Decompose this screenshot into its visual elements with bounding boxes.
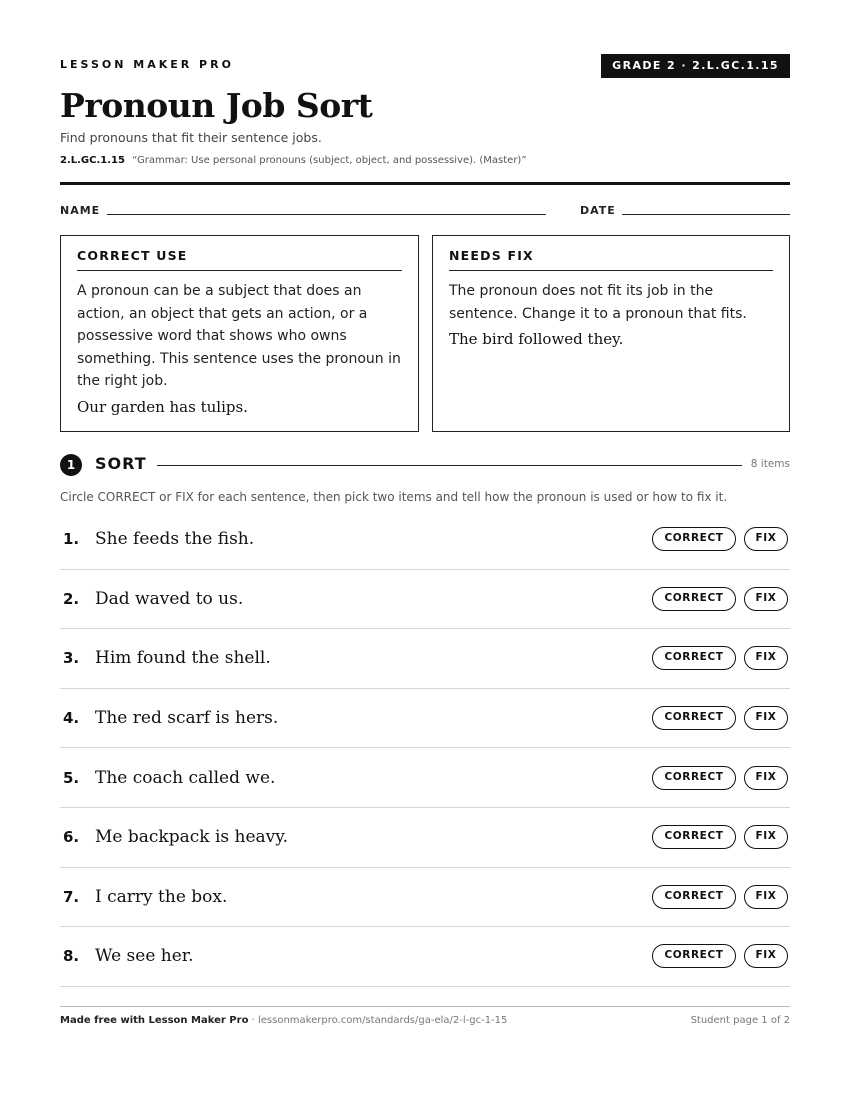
item-sentence: Him found the shell.: [95, 648, 271, 669]
item-sentence: Dad waved to us.: [95, 588, 244, 609]
needs-fix-box: [432, 235, 790, 432]
item-number: 7.: [63, 887, 80, 906]
item-number: 4.: [63, 709, 80, 728]
correct-choice-button[interactable]: CORRECT: [652, 706, 736, 730]
list-item: [60, 927, 790, 987]
date-field[interactable]: [622, 214, 790, 215]
section-number-badge: 1: [60, 454, 82, 476]
footer-divider: [60, 1006, 790, 1007]
correct-use-example: Our garden has tulips.: [77, 397, 248, 416]
correct-use-heading: CORRECT USE: [77, 248, 402, 271]
correct-choice-button[interactable]: CORRECT: [652, 766, 736, 790]
item-number: 5.: [63, 768, 80, 787]
list-item: [60, 808, 790, 868]
fix-choice-button[interactable]: FIX: [744, 766, 788, 790]
grade-badge: GRADE 2 · 2.L.GC.1.15: [601, 54, 790, 78]
fix-choice-button[interactable]: FIX: [744, 646, 788, 670]
item-sentence: Me backpack is heavy.: [95, 827, 289, 848]
item-number: 1.: [63, 530, 80, 549]
list-item: [60, 868, 790, 928]
list-item: [60, 689, 790, 749]
section-divider: [157, 465, 742, 466]
footer-credit: [60, 1015, 507, 1026]
item-number: 6.: [63, 828, 80, 847]
section-title: SORT: [95, 454, 147, 473]
correct-use-box: [60, 235, 419, 432]
date-label: DATE: [580, 204, 616, 217]
item-sentence: We see her.: [95, 946, 194, 967]
page-number: Student page 1 of 2: [690, 1015, 790, 1026]
fix-choice-button[interactable]: FIX: [744, 527, 788, 551]
needs-fix-example: The bird followed they.: [449, 330, 624, 348]
standard-line: [60, 155, 527, 166]
name-field[interactable]: [107, 214, 546, 215]
fix-choice-button[interactable]: FIX: [744, 706, 788, 730]
item-sentence: The red scarf is hers.: [95, 708, 279, 729]
brand-name: LESSON MAKER PRO: [60, 58, 234, 71]
correct-choice-button[interactable]: CORRECT: [652, 646, 736, 670]
list-item: [60, 629, 790, 689]
correct-choice-button[interactable]: CORRECT: [652, 527, 736, 551]
standard-code: 2.L.GC.1.15: [60, 155, 125, 166]
fix-choice-button[interactable]: FIX: [744, 587, 788, 611]
list-item: [60, 510, 790, 570]
correct-use-body: A pronoun can be a subject that does an action, an object that gets an action, or a possessive word that shows who owns something. This sentence uses the pronoun in the right job.: [77, 283, 401, 389]
list-item: [60, 748, 790, 808]
list-item: [60, 570, 790, 630]
item-number: 2.: [63, 589, 80, 608]
needs-fix-heading: NEEDS FIX: [449, 248, 773, 271]
footer-made-with: Made free with Lesson Maker Pro: [60, 1015, 249, 1026]
needs-fix-body: The pronoun does not fit its job in the sentence. Change it to a pronoun that fits.: [449, 283, 747, 322]
item-number: 8.: [63, 947, 80, 966]
item-sentence: She feeds the fish.: [95, 529, 255, 550]
footer-url-link[interactable]: · lessonmakerpro.com/standards/ga-ela/2-l-gc-1-15: [248, 1015, 508, 1026]
worksheet-page: [60, 0, 790, 1100]
correct-choice-button[interactable]: CORRECT: [652, 825, 736, 849]
correct-choice-button[interactable]: CORRECT: [652, 944, 736, 968]
item-sentence: I carry the box.: [95, 886, 228, 907]
header-divider: [60, 182, 790, 185]
item-sentence: The coach called we.: [95, 767, 276, 788]
instructions: Circle CORRECT or FIX for each sentence, then pick two items and tell how the pronoun is used or how to fix it.: [60, 490, 728, 504]
item-count: 8 items: [750, 458, 790, 470]
fix-choice-button[interactable]: FIX: [744, 825, 788, 849]
item-list: [60, 510, 790, 987]
page-title: Pronoun Job Sort: [60, 86, 373, 125]
page-subtitle: Find pronouns that fit their sentence jobs.: [60, 130, 322, 145]
name-label: NAME: [60, 204, 101, 217]
correct-choice-button[interactable]: CORRECT: [652, 587, 736, 611]
fix-choice-button[interactable]: FIX: [744, 885, 788, 909]
fix-choice-button[interactable]: FIX: [744, 944, 788, 968]
standard-description: “Grammar: Use personal pronouns (subject, object, and possessive). (Master)”: [132, 155, 527, 166]
item-number: 3.: [63, 649, 80, 668]
correct-choice-button[interactable]: CORRECT: [652, 885, 736, 909]
